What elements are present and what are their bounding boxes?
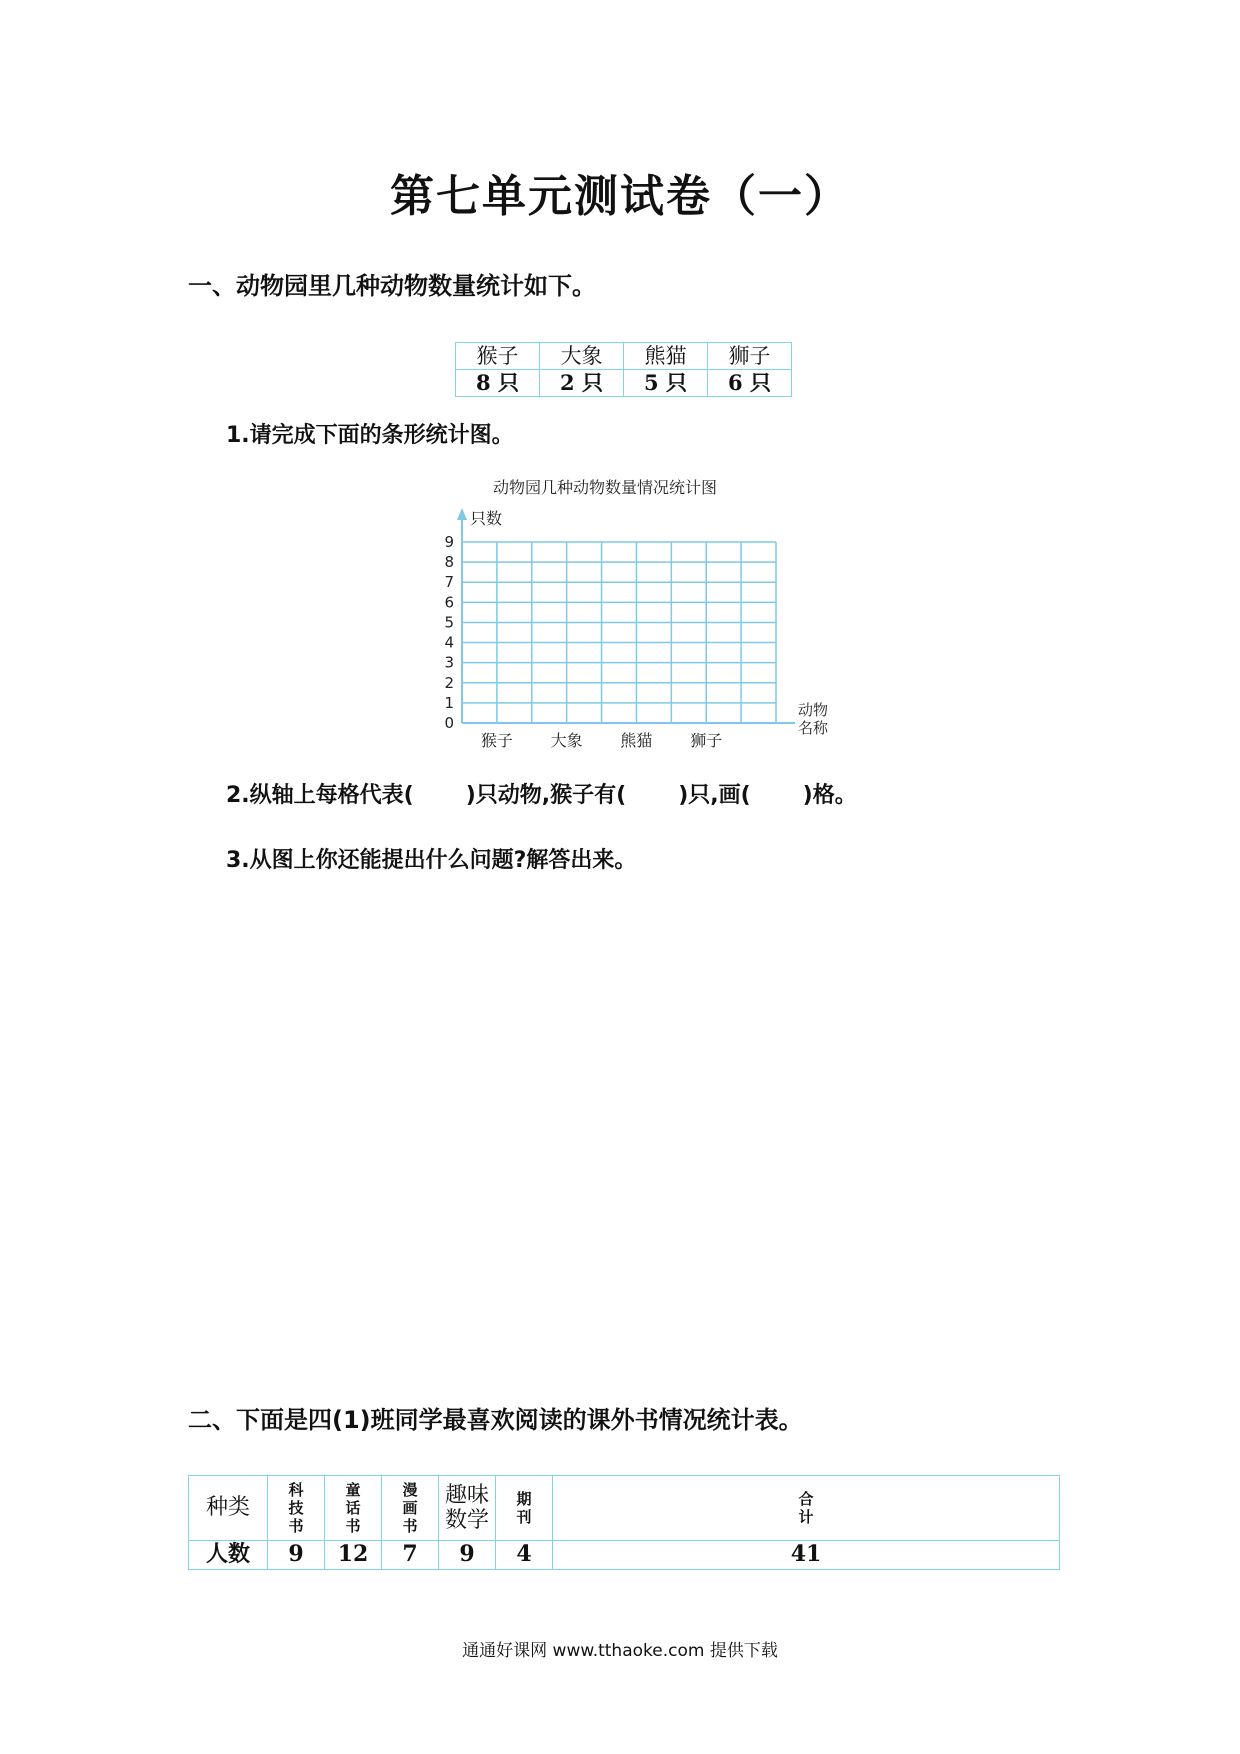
- count-cell: 7: [382, 1541, 439, 1570]
- question-2-part4: )格。: [802, 783, 857, 808]
- y-tick-label: 9: [444, 533, 454, 551]
- y-tick-label: 7: [444, 573, 454, 592]
- question-2: [226, 778, 857, 809]
- x-category-label: 熊猫: [620, 731, 653, 750]
- question-1: 1.请完成下面的条形统计图。: [226, 423, 514, 448]
- animal-count-cell: 2 只: [540, 370, 624, 397]
- y-tick-labels: [444, 533, 454, 732]
- y-tick-label: 1: [444, 693, 454, 712]
- answer-area[interactable]: [188, 880, 1058, 1380]
- y-tick-label: 3: [444, 653, 454, 672]
- category-cell: 期 刊: [496, 1476, 553, 1541]
- page-title: 第七单元测试卷（一）: [390, 171, 850, 222]
- count-cell: 9: [268, 1541, 325, 1570]
- animal-name-cell: 熊猫: [624, 343, 708, 370]
- animal-count-cell: 6 只: [708, 370, 792, 397]
- question-2-part3: )只,画(: [678, 783, 751, 808]
- y-tick-label: 6: [444, 593, 454, 612]
- y-axis-arrow: [457, 508, 467, 520]
- y-tick-label: 2: [444, 673, 454, 692]
- book-preference-table: [188, 1475, 1060, 1570]
- section2-heading: 二、下面是四(1)班同学最喜欢阅读的课外书情况统计表。: [188, 1406, 803, 1434]
- count-cell: 4: [496, 1541, 553, 1570]
- category-cell: 漫 画 书: [382, 1476, 439, 1541]
- chart-title: 动物园几种动物数量情况统计图: [492, 478, 718, 497]
- question-2-part2: )只动物,猴子有(: [465, 783, 627, 808]
- total-label-cell: 合 计: [553, 1476, 1060, 1541]
- category-cell: 童 话 书: [325, 1476, 382, 1541]
- count-cell: 9: [439, 1541, 496, 1570]
- animal-name-cell: 大象: [540, 343, 624, 370]
- chart-axes: [457, 508, 795, 723]
- animal-count-cell: 8 只: [456, 370, 540, 397]
- total-cell: 41: [553, 1541, 1060, 1570]
- animal-name-cell: 猴子: [456, 343, 540, 370]
- y-tick-label: 4: [444, 633, 454, 652]
- x-category-label: 猴子: [480, 731, 513, 750]
- x-axis-label-line1: 动物: [798, 701, 829, 719]
- row-label-category: 种类: [189, 1476, 268, 1541]
- section1-heading: 一、动物园里几种动物数量统计如下。: [188, 272, 596, 300]
- bar-chart: [0, 0, 1240, 760]
- question-3: 3.从图上你还能提出什么问题?解答出来。: [226, 848, 637, 873]
- footer-credit: 通通好课网 www.tthaoke.com 提供下载: [462, 1641, 778, 1661]
- table-row: [189, 1476, 1060, 1541]
- animal-count-cell: 5 只: [624, 370, 708, 397]
- x-category-labels: [481, 731, 722, 750]
- x-axis-label-line2: 名称: [798, 719, 829, 737]
- category-cell: 科 技 书: [268, 1476, 325, 1541]
- row-label-count: 人数: [189, 1541, 268, 1570]
- chart-grid: [462, 542, 776, 723]
- y-axis-label: 只数: [470, 509, 503, 528]
- question-2-part1: 2.纵轴上每格代表(: [226, 783, 414, 808]
- category-cell: 趣味 数学: [439, 1476, 496, 1541]
- animal-name-cell: 狮子: [708, 343, 792, 370]
- x-category-label: 大象: [550, 731, 583, 750]
- y-tick-label: 8: [444, 553, 454, 572]
- y-tick-label: 0: [444, 714, 454, 732]
- x-category-label: 狮子: [690, 731, 723, 750]
- table-row: [189, 1541, 1060, 1570]
- count-cell: 12: [325, 1541, 382, 1570]
- y-tick-label: 5: [444, 613, 454, 632]
